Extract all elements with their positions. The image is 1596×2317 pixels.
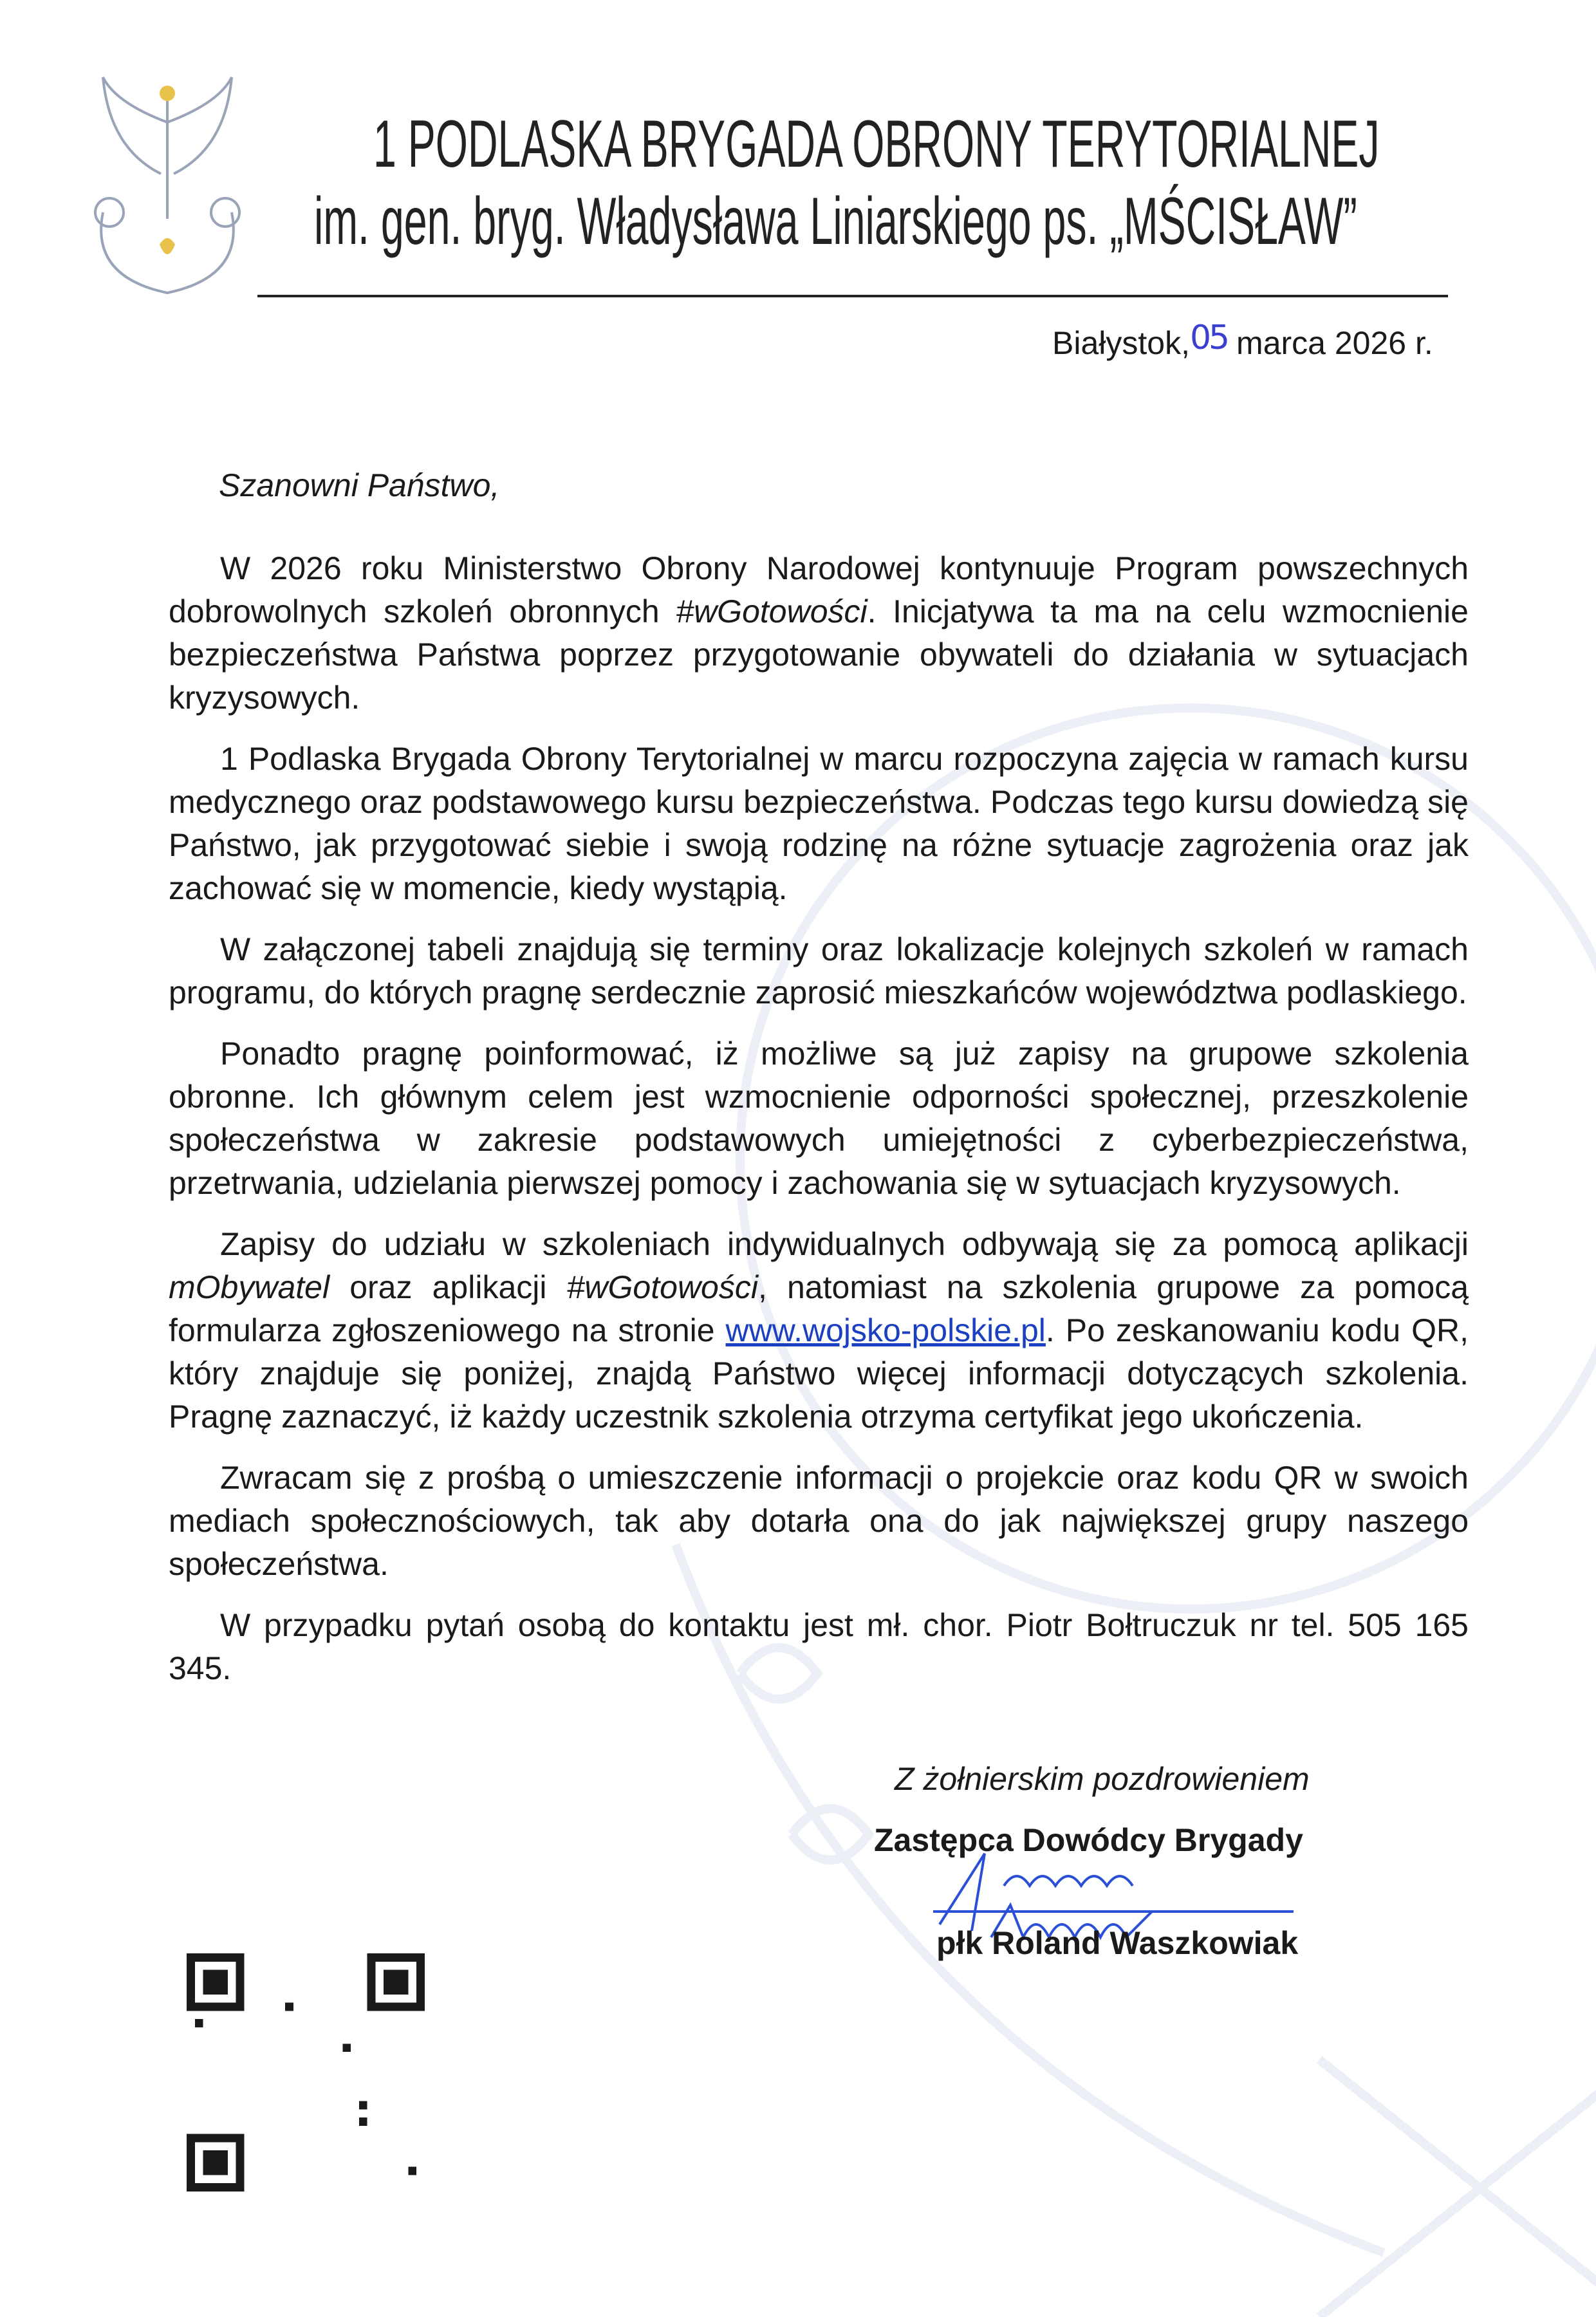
letter-body xyxy=(169,547,1469,1708)
signatory-name: płk Roland Waszkowiak xyxy=(936,1925,1299,1961)
app-name: mObywatel xyxy=(169,1269,330,1305)
hashtag: #wGotowości xyxy=(566,1269,758,1305)
text: W załączonej tabeli znajdują się terminy oraz lokalizacje kolejnych szkoleń w ramach programu, do których pragnę serdecznie zaprosić mieszkańców województwa podlaskiego. xyxy=(169,931,1469,1010)
date-month-year: marca 2026 r. xyxy=(1236,325,1433,361)
paragraph-7 xyxy=(169,1604,1469,1690)
text: Ponadto pragnę poinformować, iż możliwe są już zapisy na grupowe szkolenia obronne. Ich głównym celem jest wzmocnienie odporności społecznej, przeszkolenie społeczeństwa w zakresie podstawowych umiejętności z cyberbezpieczeństwa, przetrwania, udzielania pierwszej pomocy i zachowania się w sytuacjach kryzysowych. xyxy=(169,1036,1469,1201)
text: Zapisy do udziału w szkoleniach indywidualnych odbywają się za pomocą aplikacji xyxy=(220,1226,1469,1262)
text: oraz aplikacji xyxy=(329,1269,567,1305)
greeting: Szanowni Państwo, xyxy=(219,467,500,503)
hashtag: #wGotowości xyxy=(676,593,868,629)
paragraph-6 xyxy=(169,1456,1469,1586)
date-place: Białystok, xyxy=(1052,325,1190,361)
text: . Po zeskanowaniu kodu QR, który znajduje się poniżej, znajdą Państwo więcej informacji dotyczących szkolenia. Pragnę zaznaczyć, iż każdy uczestnik szkolenia otrzyma certyfikat jego ukończenia. xyxy=(169,1312,1469,1435)
text: W 2026 roku Ministerstwo Obrony Narodowej kontynuuje Program powszechnych dobrowolnych szkoleń obronnych xyxy=(169,550,1469,629)
header-patron-name: im. gen. bryg. Władysława Liniarskiego ps. „MŚCISŁAW” xyxy=(314,184,1357,259)
qr-code[interactable] xyxy=(187,1953,425,2191)
closing-salutation: Z żołnierskim pozdrowieniem xyxy=(895,1761,1310,1797)
letter-date xyxy=(1052,319,1433,362)
date-day-handwritten: 05 xyxy=(1189,319,1228,357)
brigade-emblem-logo xyxy=(77,64,257,302)
text: . Inicjatywa ta ma na celu wzmocnienie bezpieczeństwa Państwa poprzez przygotowanie obywateli do działania w sytuacjach kryzysowych. xyxy=(169,593,1469,716)
text: , natomiast na szkolenia grupowe za pomocą formularza zgłoszeniowego na stronie xyxy=(169,1269,1469,1348)
paragraph-5 xyxy=(169,1223,1469,1438)
paragraph-4 xyxy=(169,1032,1469,1205)
text: W przypadku pytań osobą do kontaktu jest mł. chor. Piotr Bołtruczuk nr tel. 505 165 345. xyxy=(169,1607,1469,1686)
signatory-role: Zastępca Dowódcy Brygady xyxy=(874,1822,1303,1858)
header-brigade-name: 1 PODLASKA BRYGADA OBRONY TERYTORIALNEJ xyxy=(373,107,1380,181)
paragraph-2 xyxy=(169,738,1469,910)
header-divider xyxy=(257,295,1448,297)
text: 1 Podlaska Brygada Obrony Terytorialnej w marcu rozpoczyna zajęcia w ramach kursu medycznego oraz podstawowego kursu bezpieczeństwa. Podczas tego kursu dowiedzą się Państwo, jak przygotować siebie i swoją rodzinę na różne sytuacje zagrożenia oraz jak zachować się w momencie, kiedy wystąpią. xyxy=(169,741,1469,906)
paragraph-1 xyxy=(169,547,1469,720)
text: Zwracam się z prośbą o umieszczenie informacji o projekcie oraz kodu QR w swoich mediach społecznościowych, tak aby dotarła ona do jak największej grupy naszego społeczeństwa. xyxy=(169,1460,1469,1582)
paragraph-3 xyxy=(169,928,1469,1014)
website-link[interactable]: www.wojsko-polskie.pl xyxy=(725,1312,1046,1348)
